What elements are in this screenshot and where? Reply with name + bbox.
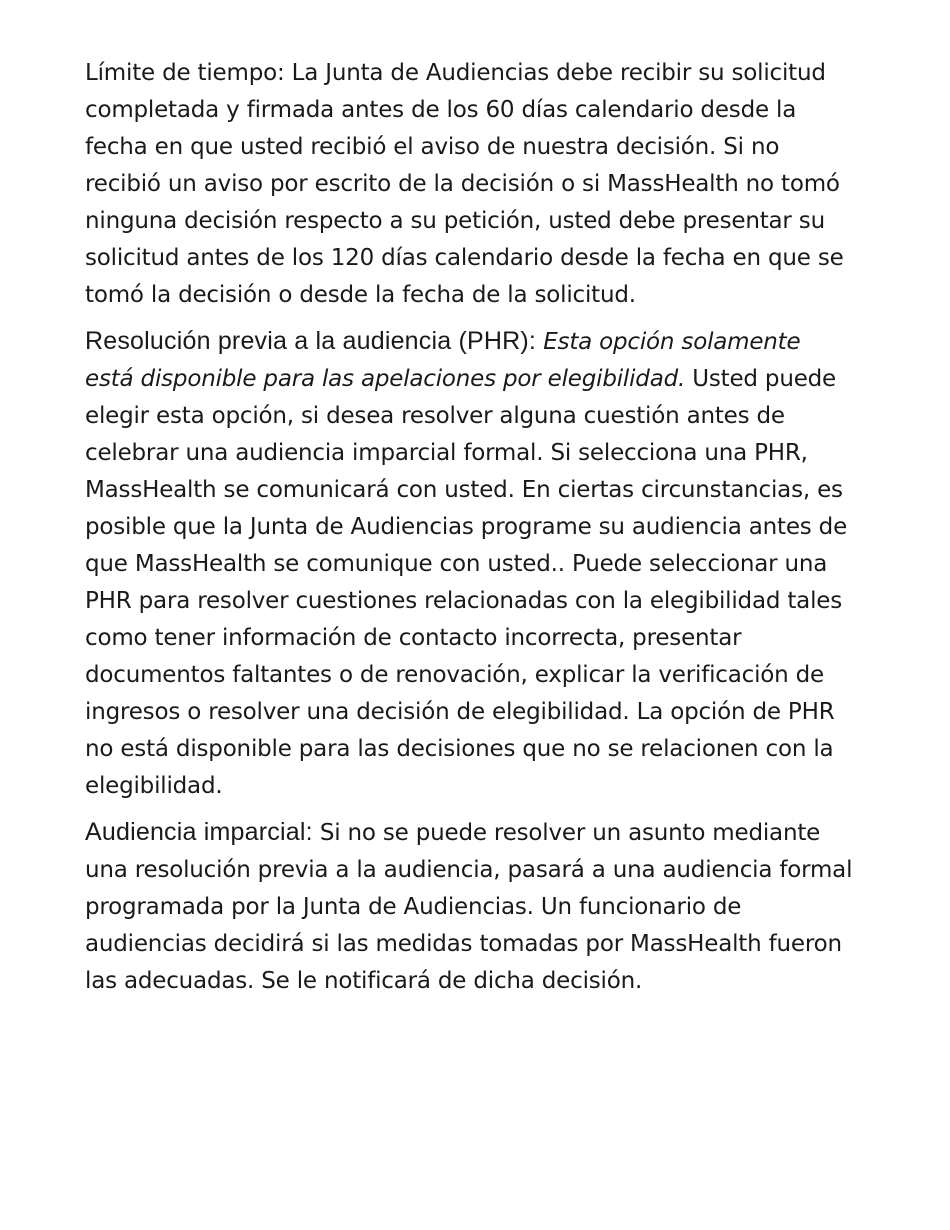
time-limit-text: Límite de tiempo: La Junta de Audiencias debe recibir su solicitud completada y firmada antes de los 60 días calendario desde la fecha en que usted recibió el aviso de nuestra decisión. Si no recibió un aviso por escrito de la decisión o si MassHealth no tomó ninguna decisión respecto a su petición, usted debe presentar su solicitud antes de los 120 días calendario desde la fecha en que se tomó la decisión o desde la fecha de la solicitud.: [85, 60, 844, 308]
fair-hearing-body: Si no se puede resolver un asunto mediante una resolución previa a la audiencia, pasará a una audiencia formal programada por la Junta de Audiencias. Un funcionario de audiencias decidirá si las medidas tomadas por MassHealth fueron las adecuadas. Se le notificará de dicha decisión.: [85, 820, 853, 994]
phr-heading: Resolución previa a la audiencia (PHR):: [85, 327, 537, 355]
phr-paragraph: [85, 323, 855, 805]
document-page: [85, 55, 855, 1009]
phr-italic-note: Esta opción solamente está disponible para las apelaciones por elegibilidad.: [85, 329, 801, 392]
fair-hearing-heading: Audiencia imparcial:: [85, 818, 313, 846]
phr-body: Usted puede elegir esta opción, si desea resolver alguna cuestión antes de celebrar una audiencia imparcial formal. Si selecciona una PHR, MassHealth se comunicará con usted. En ciertas circunstancias, es posible que la Junta de Audiencias programe su audiencia antes de que MassHealth se comunique con usted.. Puede seleccionar una PHR para resolver cuestiones relacionadas con la elegibilidad tales como tener información de contacto incorrecta, presentar documentos faltantes o de renovación, explicar la verificación de ingresos o resolver una decisión de elegibilidad. La opción de PHR no está disponible para las decisiones que no se relacionen con la elegibilidad.: [85, 366, 848, 799]
time-limit-paragraph: [85, 55, 855, 314]
fair-hearing-paragraph: [85, 814, 855, 1000]
